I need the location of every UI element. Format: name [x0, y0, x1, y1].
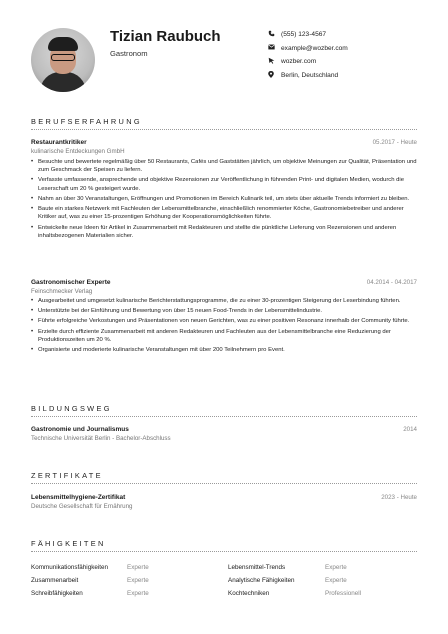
certificate-issuer: Deutsche Gesellschaft für Ernährung	[31, 503, 133, 510]
skill-name: Kommunikationsfähigkeiten	[31, 564, 109, 571]
person-role: Gastronom	[110, 49, 148, 58]
list-item: • Unterstützte bei der Einführung und Bewertung von über 15 neuen Food-Trends in der Lebensmittelindustrie.	[31, 307, 419, 315]
contact-website[interactable]	[268, 55, 428, 69]
list-item: • Ausgearbeitet und umgesetzt kulinarische Berichterstattungsprogramme, die zu einer 30-prozentigen Steigerung der Leserbindung führten.	[31, 297, 419, 305]
job-title: Gastronomischer Experte	[31, 279, 111, 286]
list-item: • Organisierte und moderierte kulinarische Veranstaltungen mit über 200 Teilnehmern pro Event.	[31, 346, 419, 354]
contact-phone-text: (555) 123-4567	[281, 31, 327, 39]
skill-level: Experte	[325, 564, 347, 571]
list-item: • Verfasste umfassende, ansprechende und objektive Rezensionen zur Veröffentlichung in führenden Print- und digitalen Medien, wodurch die Leserschaft um 20 % gesteigert wurde.	[31, 176, 419, 193]
skill-name: Analytische Fähigkeiten	[228, 577, 295, 584]
job-bullets	[31, 297, 419, 356]
skill-level: Professionell	[325, 590, 362, 597]
job-company: Feinschmecker Verlag	[31, 288, 93, 295]
education-date: 2014	[403, 426, 417, 433]
list-item: • Baute ein starkes Netzwerk mit Fachleuten der Lebensmittelbranche, einschließlich renommierter Köche, Gastronomiebetreiber und anderer Kritiker auf, was zu einer 15-prozentigen Erhöhung der Kooperationsmöglichkeiten führte.	[31, 205, 419, 222]
certificate-date: 2023 - Heute	[381, 494, 417, 501]
skill-level: Experte	[127, 564, 149, 571]
list-item: • Erzielte durch effiziente Zusammenarbeit mit anderen Redakteuren und Fachleuten aus der Lebensmittelbranche eine Reduzierung der Produktionszeiten um 20 %.	[31, 328, 419, 345]
person-name: Tizian Raubuch	[110, 28, 221, 45]
skill-row	[31, 564, 421, 577]
job-date: 05.2017 - Heute	[372, 139, 417, 146]
list-item: • Besuchte und bewertete regelmäßig über 50 Restaurants, Cafés und Gaststätten jährlich, um objektive Meinungen zur Qualität, Präsentation und zum Geschmack der Speisen zu liefern.	[31, 158, 419, 175]
contact-website-text: wozber.com	[281, 58, 317, 66]
section-divider	[31, 129, 417, 130]
skill-name: Zusammenarbeit	[31, 577, 79, 584]
skill-name: Schreibfähigkeiten	[31, 590, 83, 597]
link-icon	[268, 57, 281, 66]
contact-email-text: example@wozber.com	[281, 44, 348, 52]
skills-list	[31, 564, 421, 603]
contact-location	[268, 69, 428, 83]
skill-name: Lebensmittel-Trends	[228, 564, 286, 571]
job-company: kulinarische Entdeckungen GmbH	[31, 148, 125, 155]
contact-location-text: Berlin, Deutschland	[281, 71, 339, 79]
section-divider	[31, 416, 417, 417]
avatar	[31, 28, 95, 92]
section-title-experience: BERUFSERFAHRUNG	[31, 117, 142, 126]
education-title: Gastronomie und Journalismus	[31, 426, 129, 433]
contact-list	[268, 28, 428, 82]
section-title-education: BILDUNGSWEG	[31, 404, 112, 413]
skill-row	[31, 577, 421, 590]
contact-phone	[268, 28, 428, 42]
section-divider	[31, 551, 417, 552]
skill-level: Experte	[325, 577, 347, 584]
list-item: • Nahm an über 30 Veranstaltungen, Eröffnungen und Promotionen im Bereich Kulinarik teil, um stets über aktuelle Trends informiert zu bleiben.	[31, 195, 419, 203]
skill-level: Experte	[127, 577, 149, 584]
resume-header	[31, 24, 421, 92]
certificate-title: Lebensmittelhygiene-Zertifikat	[31, 494, 126, 501]
location-pin-icon	[268, 71, 281, 80]
section-divider	[31, 483, 417, 484]
section-title-certificates: ZERTIFIKATE	[31, 471, 103, 480]
skill-level: Experte	[127, 590, 149, 597]
mail-icon	[268, 44, 281, 52]
list-item: • Entwickelte neue Ideen für Artikel in Zusammenarbeit mit Redakteuren und stellte die pünktliche Lieferung von Rezensionen und anderen inhaltsbezogenen Materialien sicher.	[31, 224, 419, 241]
job-title: Restaurantkritiker	[31, 139, 87, 146]
section-title-skills: FÄHIGKEITEN	[31, 539, 106, 548]
skill-row	[31, 590, 421, 603]
skill-name: Kochtechniken	[228, 590, 270, 597]
phone-icon	[268, 30, 281, 39]
job-date: 04.2014 - 04.2017	[366, 279, 417, 286]
job-bullets	[31, 158, 419, 242]
contact-email[interactable]	[268, 42, 428, 56]
education-institution: Technische Universität Berlin - Bachelor-Abschluss	[31, 435, 171, 442]
list-item: • Führte erfolgreiche Verkostungen und Präsentationen von neuen Gerichten, was zu einer positiven Resonanz innerhalb der Community führte.	[31, 317, 419, 325]
